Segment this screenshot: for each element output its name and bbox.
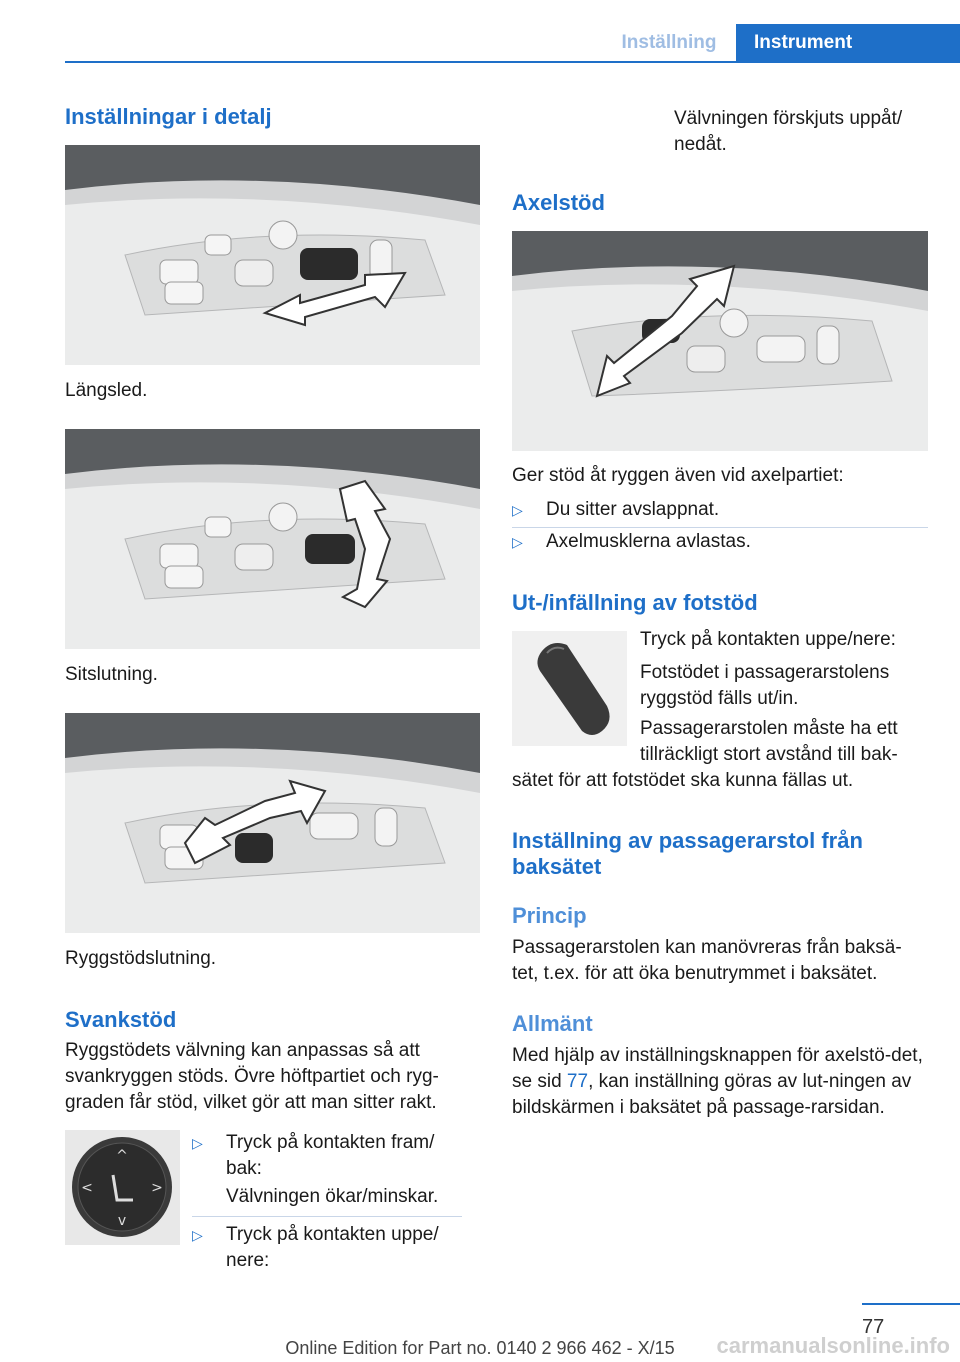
lumbar-text: Ryggstödets välvning kan anpassas så att svankryggen stöds. Övre höftpartiet och ryg-graden får stöd, vilket gör att man sitter rakt. bbox=[65, 1040, 439, 1113]
principle-text: Passagerarstolen kan manövreras från baksä-tet, t.ex. för att öka benutrymmet i baksätet. bbox=[512, 937, 902, 984]
watermark: carmanualsonline.info bbox=[716, 1333, 950, 1358]
lumbar-title: Svankstöd bbox=[65, 1007, 177, 1032]
header-tab-settings[interactable]: Inställning bbox=[621, 32, 717, 53]
rear-adjust-title: Inställning av passagerarstol från baksätet bbox=[512, 828, 863, 879]
footrest-title: Ut-/infällning av fotstöd bbox=[512, 590, 758, 615]
footrest-switch-photo bbox=[512, 631, 627, 746]
lumbar-bullet-2-sub: Välvningen förskjuts uppåt/ nedåt. bbox=[674, 108, 903, 155]
triangle-bullet-icon: ▷ bbox=[512, 534, 523, 550]
general-text-part2: , kan inställning göras av lut-ningen av bildskärmen i baksätet på passage-rarsidan. bbox=[512, 1071, 912, 1118]
caption-backrest: Ryggstödslutning. bbox=[65, 948, 217, 969]
page-link[interactable]: 77 bbox=[566, 1071, 589, 1092]
svg-text:v: v bbox=[117, 1213, 127, 1229]
lumbar-bullet-1-sub: Välvningen ökar/minskar. bbox=[226, 1186, 439, 1207]
edition-footer: Online Edition for Part no. 0140 2 966 462 - X/15 bbox=[285, 1338, 675, 1358]
footrest-p3: Passagerarstolen måste ha ett tillräckligt stort avstånd till bak- bbox=[640, 718, 898, 765]
seat-control-photo-tilt bbox=[65, 429, 480, 649]
shoulder-text: Ger stöd åt ryggen även vid axelpartiet: bbox=[512, 465, 844, 486]
page-number: 77 bbox=[862, 1316, 885, 1338]
section-title: Inställningar i detalj bbox=[65, 104, 272, 129]
seat-control-photo-backrest bbox=[65, 713, 480, 933]
seat-control-photo-longitudinal bbox=[65, 145, 480, 365]
caption-longitudinal: Längsled. bbox=[65, 380, 148, 401]
triangle-bullet-icon: ▷ bbox=[512, 502, 523, 518]
triangle-bullet-icon: ▷ bbox=[192, 1227, 203, 1243]
general-text-part1: Med hjälp av inställningsknappen för axelstö-det, se sid bbox=[512, 1045, 923, 1092]
header-rule bbox=[65, 61, 960, 63]
svg-text:^: ^ bbox=[116, 1148, 128, 1164]
shoulder-support-photo bbox=[512, 231, 928, 451]
footrest-p1: Tryck på kontakten uppe/nere: bbox=[640, 629, 896, 650]
header-tab-instrument[interactable]: Instrument bbox=[736, 24, 960, 61]
svg-text:<: < bbox=[81, 1180, 93, 1196]
lumbar-switch-photo bbox=[65, 1130, 180, 1245]
triangle-bullet-icon: ▷ bbox=[192, 1135, 203, 1151]
caption-tilt: Sitslutning. bbox=[65, 664, 158, 685]
general-text bbox=[512, 1043, 927, 1121]
footer-rule bbox=[862, 1303, 960, 1305]
bullet-divider bbox=[192, 1216, 462, 1217]
svg-text:>: > bbox=[151, 1180, 163, 1196]
principle-title: Princip bbox=[512, 903, 587, 928]
footrest-p2: Fotstödet i passagerarstolens ryggstöd fälls ut/in. bbox=[640, 662, 890, 709]
shoulder-title: Axelstöd bbox=[512, 190, 605, 215]
general-title: Allmänt bbox=[512, 1011, 593, 1036]
footrest-p3-cont: sätet för att fotstödet ska kunna fällas ut. bbox=[512, 770, 854, 791]
bullet-divider bbox=[512, 527, 928, 528]
